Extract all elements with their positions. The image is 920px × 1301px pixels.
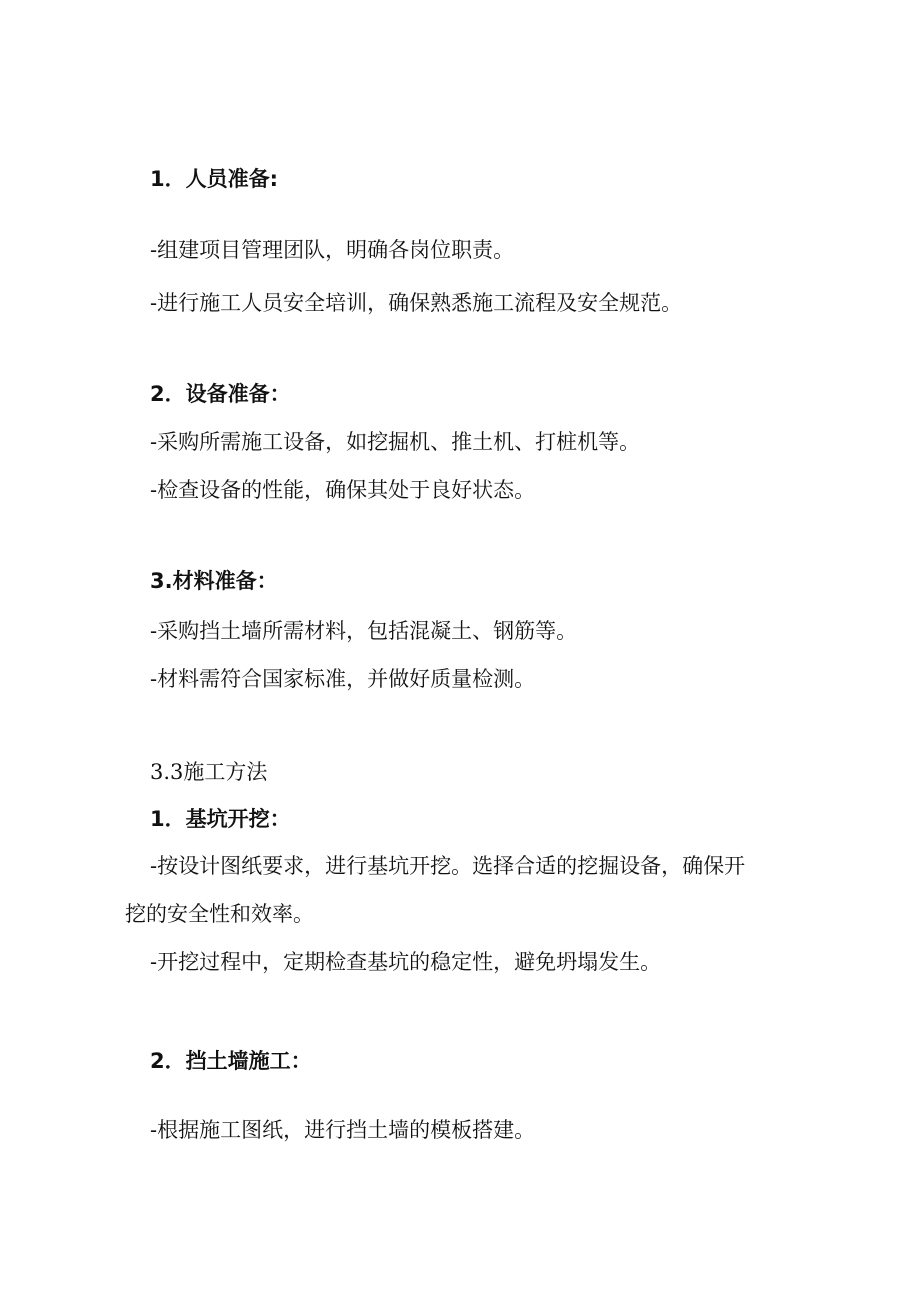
subsection-heading-retaining-wall: 2．挡土墙施工： [150, 1049, 312, 1073]
list-item: -开挖过程中，定期检查基坑的稳定性，避免坍塌发生。 [150, 950, 662, 974]
section-title-construction-methods: 3.3施工方法 [150, 760, 268, 784]
list-item: -根据施工图纸，进行挡土墙的模板搭建。 [150, 1118, 536, 1142]
section-heading-personnel: 1．人员准备: [150, 167, 279, 191]
list-item: -进行施工人员安全培训，确保熟悉施工流程及安全规范。 [150, 291, 683, 315]
list-item: -采购所需施工设备，如挖掘机、推土机、打桩机等。 [150, 430, 641, 454]
section-heading-materials: 3.材料准备： [150, 569, 278, 593]
subsection-heading-excavation: 1．基坑开挖： [150, 807, 291, 831]
list-item: -按设计图纸要求，进行基坑开挖。选择合适的挖掘设备，确保开 [150, 854, 746, 878]
list-item: -组建项目管理团队，明确各岗位职责。 [150, 238, 515, 262]
section-heading-equipment: 2．设备准备： [150, 382, 291, 406]
list-item: -材料需符合国家标准，并做好质量检测。 [150, 667, 536, 691]
list-item: -采购挡土墙所需材料，包括混凝土、钢筋等。 [150, 619, 578, 643]
list-item-continuation: 挖的安全性和效率。 [125, 902, 314, 926]
list-item: -检查设备的性能，确保其处于良好状态。 [150, 478, 536, 502]
